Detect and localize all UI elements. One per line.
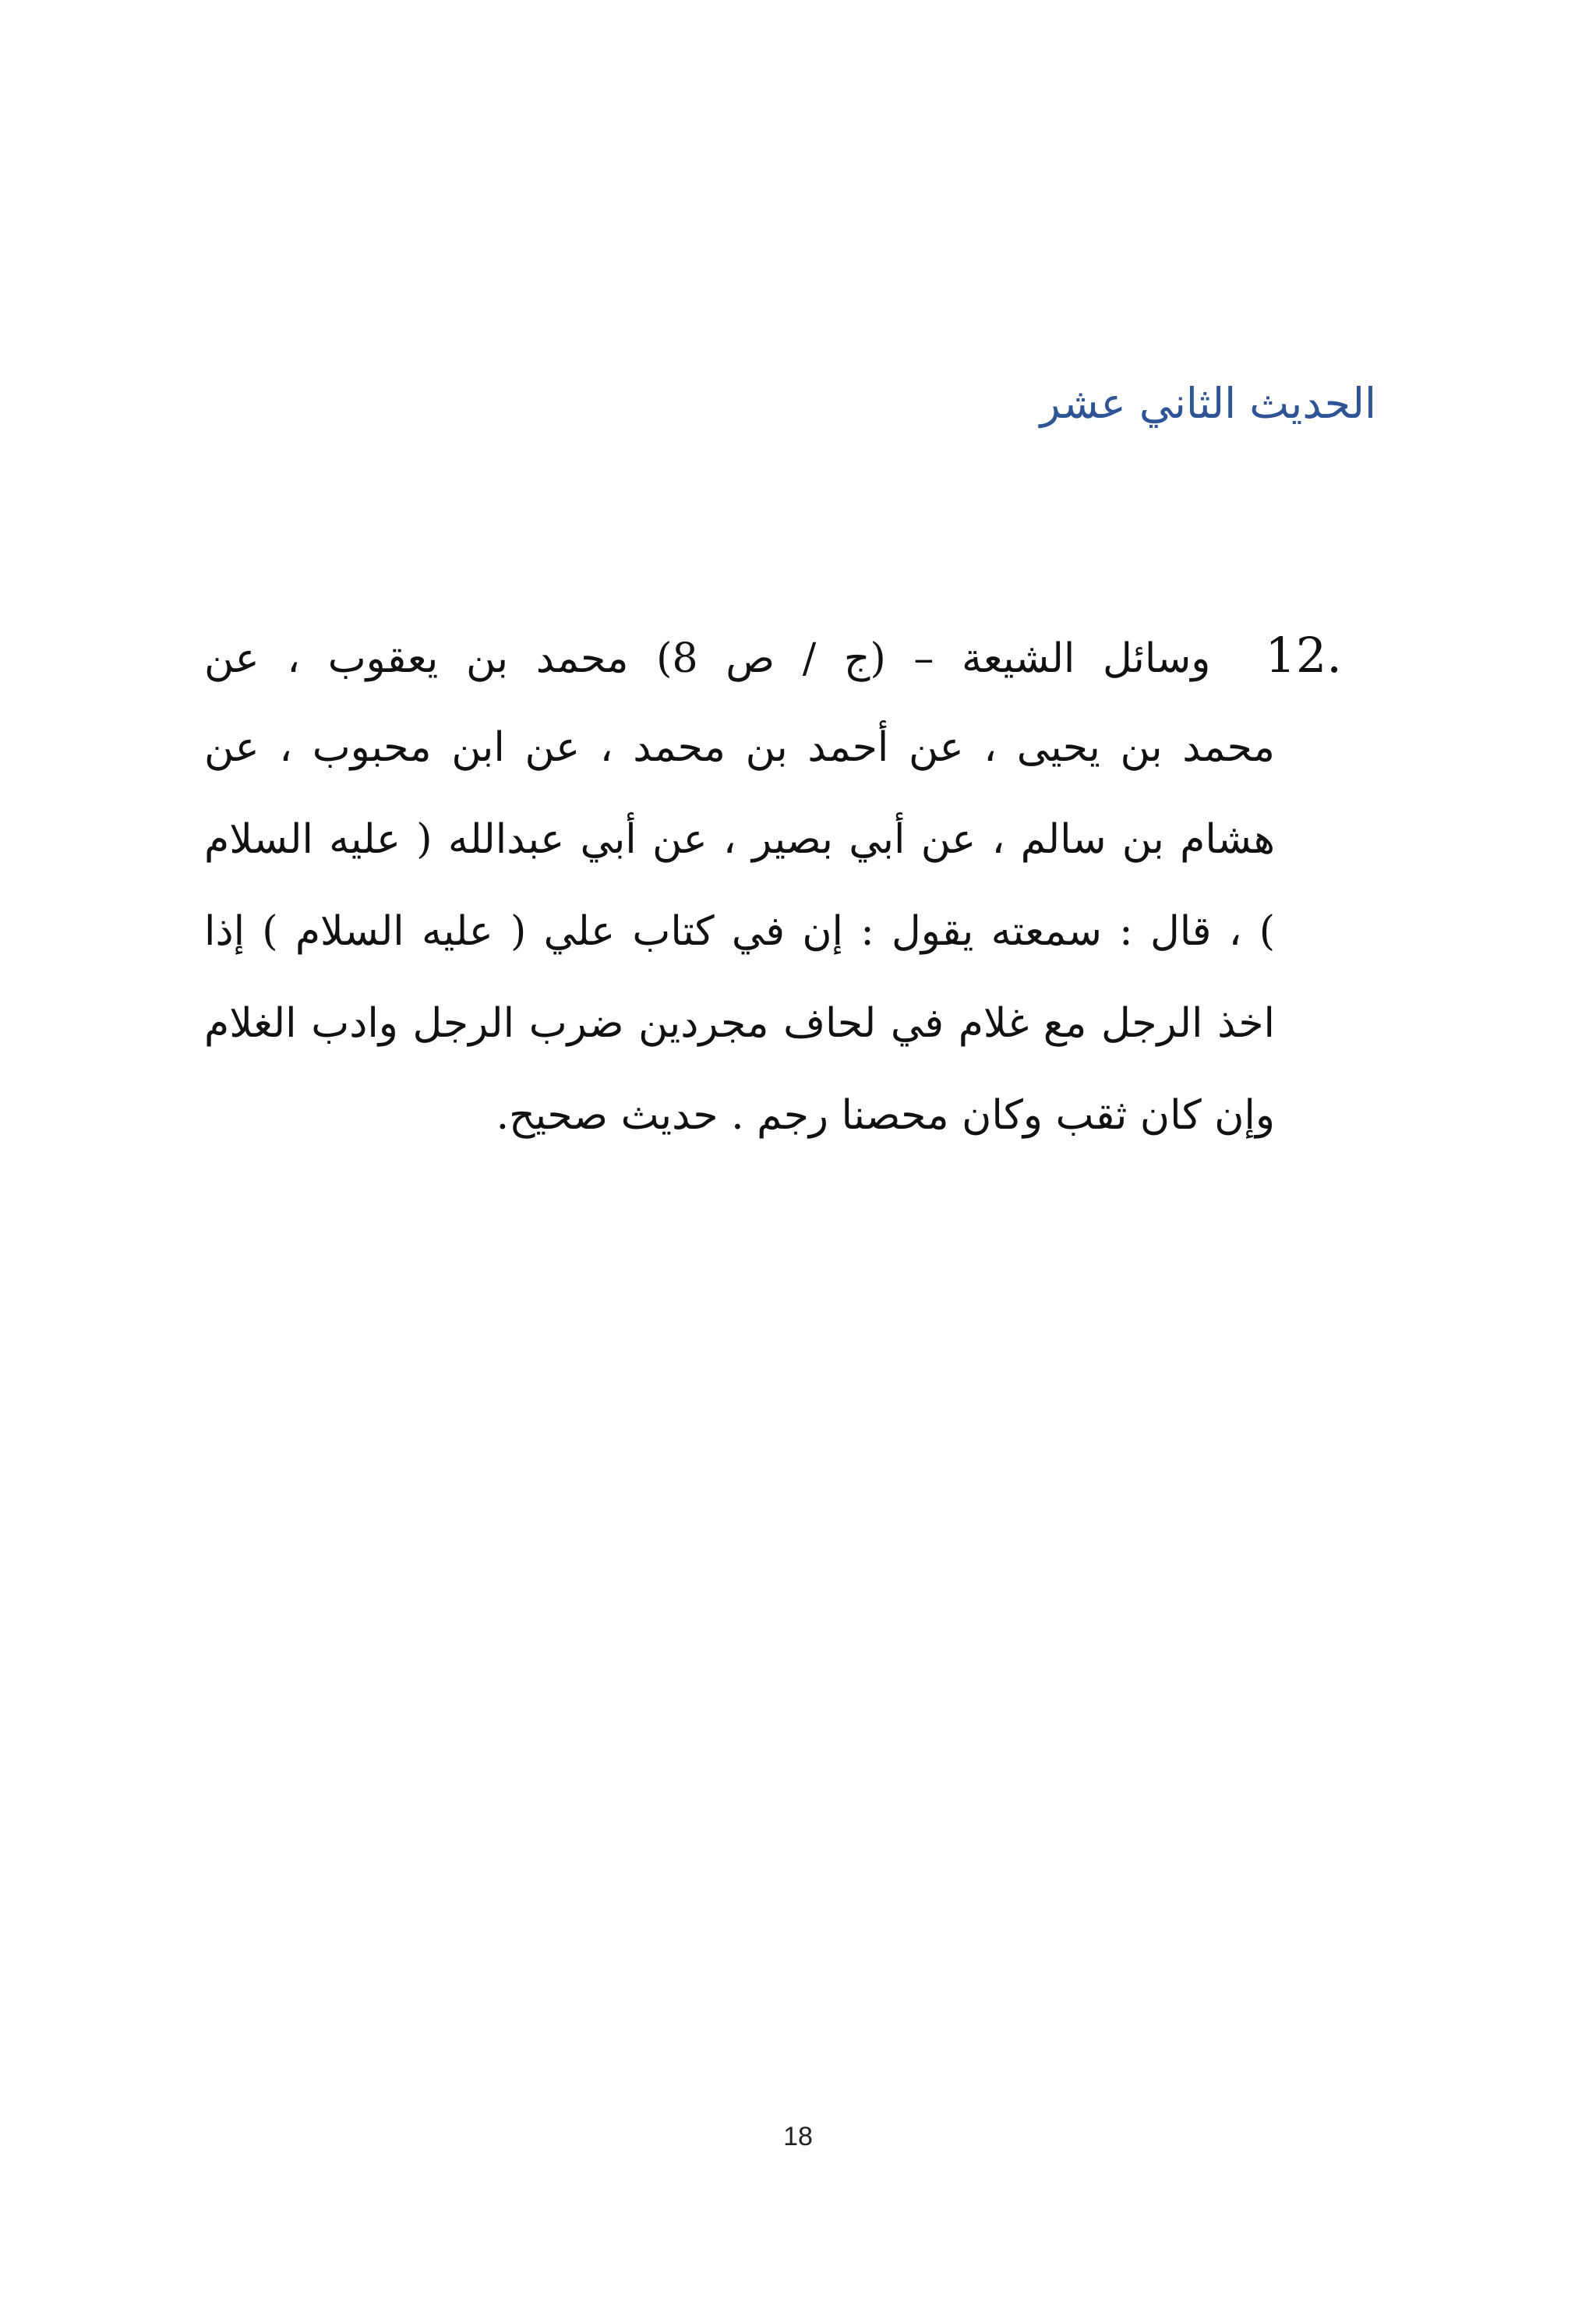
hadith-line-text: وسائل الشيعة – (ج / ص 8) محمد بن يعقوب ، عن bbox=[204, 635, 1211, 682]
hadith-line: اخذ الرجل مع غلام في لحاف مجردين ضرب الرجل وادب الغلام bbox=[204, 1000, 1275, 1047]
hadith-line: هشام بن سالم ، عن أبي بصير ، عن أبي عبدالله ( عليه السلام bbox=[204, 816, 1275, 863]
hadith-line: ) ، قال : سمعته يقول : إن في كتاب علي ( عليه السلام ) إذا bbox=[204, 908, 1275, 955]
page-number: 18 bbox=[783, 2122, 813, 2151]
hadith-line bbox=[204, 610, 1342, 702]
hadith-number: 12. bbox=[1265, 627, 1343, 684]
section-heading: الحديث الثاني عشر bbox=[1040, 379, 1376, 428]
hadith-paragraph bbox=[204, 610, 1342, 1161]
hadith-line: وإن كان ثقب وكان محصنا رجم . حديث صحيح. bbox=[496, 1092, 1275, 1139]
hadith-line: محمد بن يحيى ، عن أحمد بن محمد ، عن ابن محبوب ، عن bbox=[204, 724, 1275, 771]
